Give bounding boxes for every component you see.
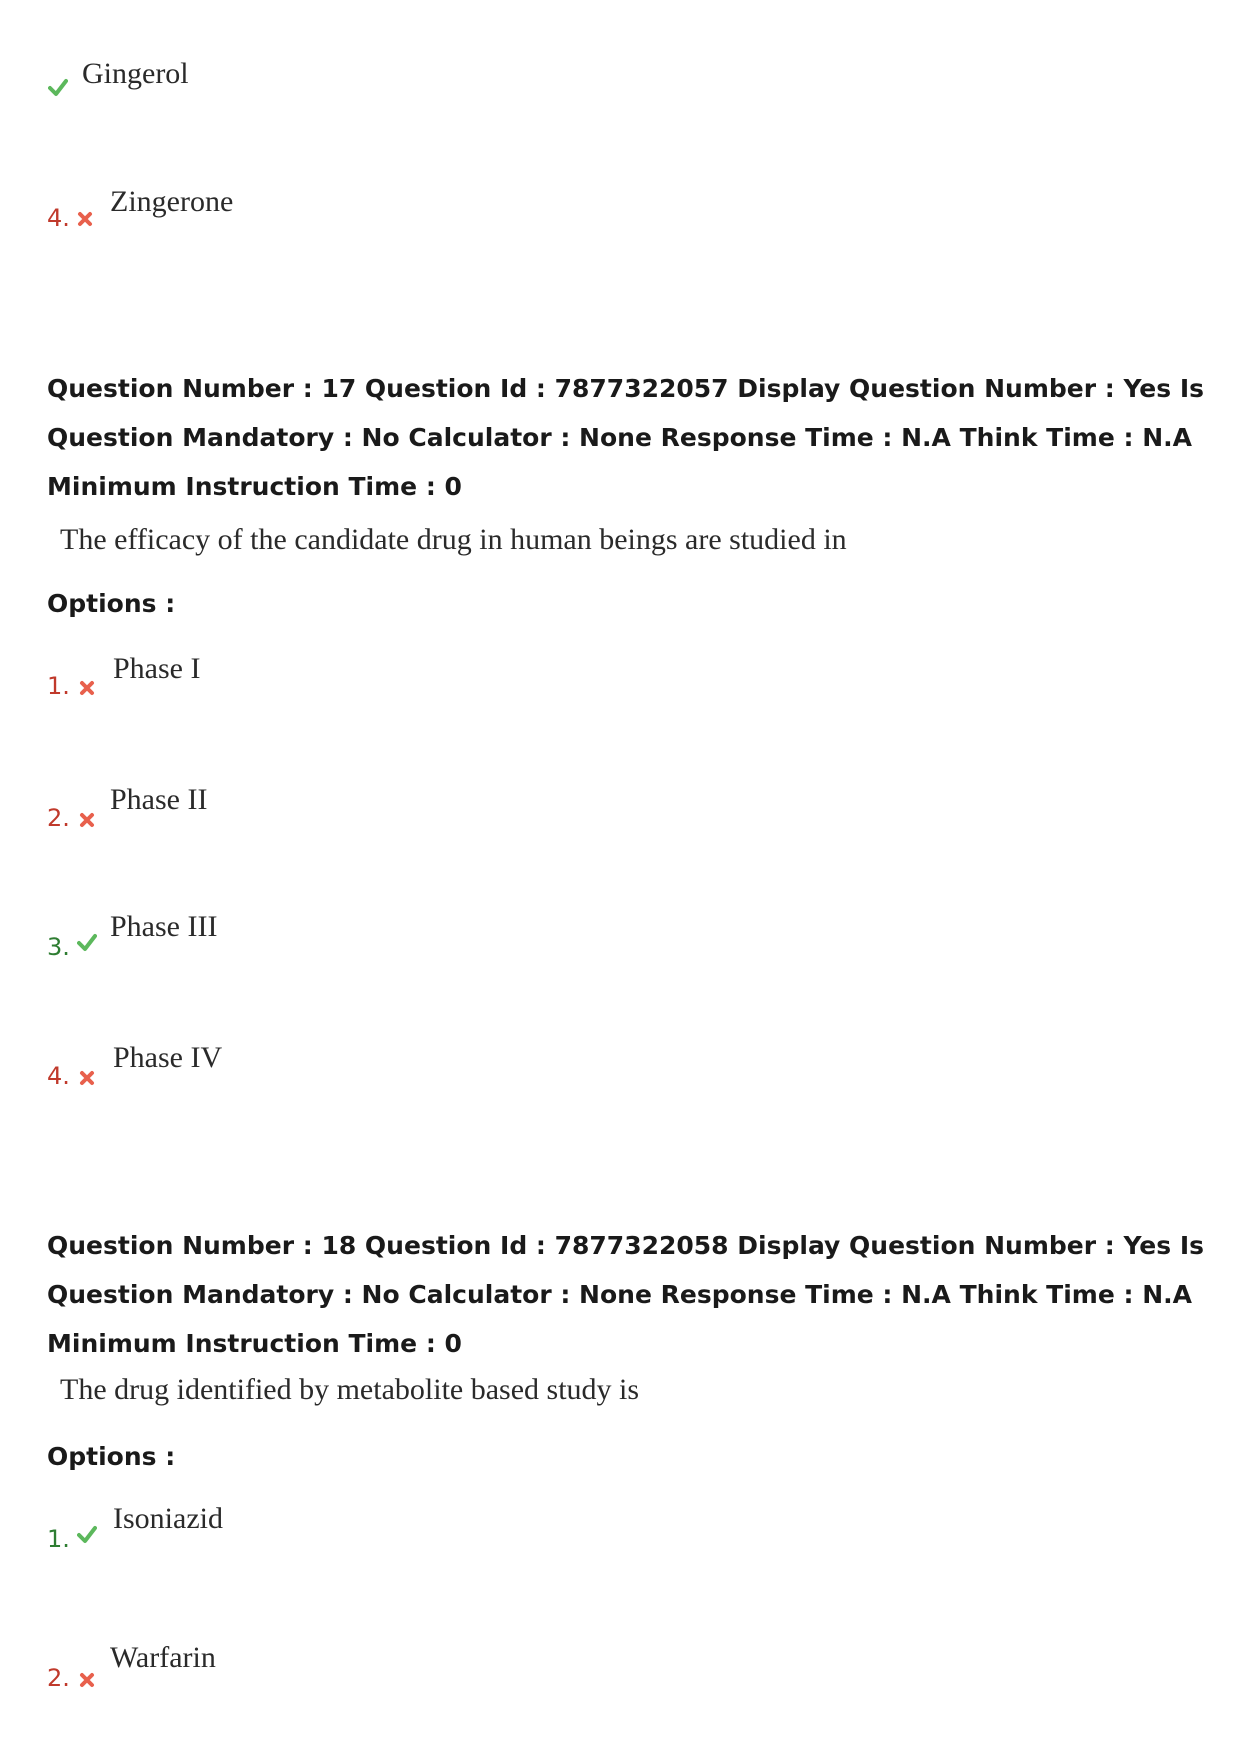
option-number: 1. (47, 1525, 70, 1553)
option-text: Phase II (110, 783, 208, 816)
option-number: 4. (47, 1062, 70, 1090)
option-text: Gingerol (82, 57, 189, 90)
cross-icon (79, 1672, 95, 1688)
options-label: Options : (47, 1442, 176, 1471)
option-text: Warfarin (110, 1641, 216, 1674)
check-icon (77, 932, 97, 952)
question-text: The efficacy of the candidate drug in human beings are studied in (60, 523, 847, 556)
question-meta: Question Number : 18 Question Id : 7877322058 Display Question Number : Yes Is Question Mandatory : No Calculator : None Response Time : N.A Think Time : N.A Minimum Instruction Time : 0 (47, 1231, 1205, 1358)
option-number: 2. (47, 804, 70, 832)
option-number: 2. (47, 1664, 70, 1692)
check-icon (48, 77, 68, 97)
cross-icon (79, 812, 95, 828)
option-text: Phase I (113, 652, 201, 685)
option-text: Phase IV (113, 1041, 223, 1074)
option-text: Zingerone (110, 185, 234, 218)
check-icon (77, 1524, 97, 1544)
cross-icon (77, 211, 93, 227)
option-text: Isoniazid (113, 1502, 223, 1535)
option-number: 4. (47, 204, 70, 232)
cross-icon (79, 680, 95, 696)
option-text: Phase III (110, 910, 218, 943)
question-meta: Question Number : 17 Question Id : 7877322057 Display Question Number : Yes Is Question Mandatory : No Calculator : None Response Time : N.A Think Time : N.A Minimum Instruction Time : 0 (47, 374, 1205, 501)
question-text: The drug identified by metabolite based study is (60, 1373, 640, 1406)
option-number: 1. (47, 672, 70, 700)
option-number: 3. (47, 933, 70, 961)
cross-icon (79, 1070, 95, 1086)
options-label: Options : (47, 589, 176, 618)
